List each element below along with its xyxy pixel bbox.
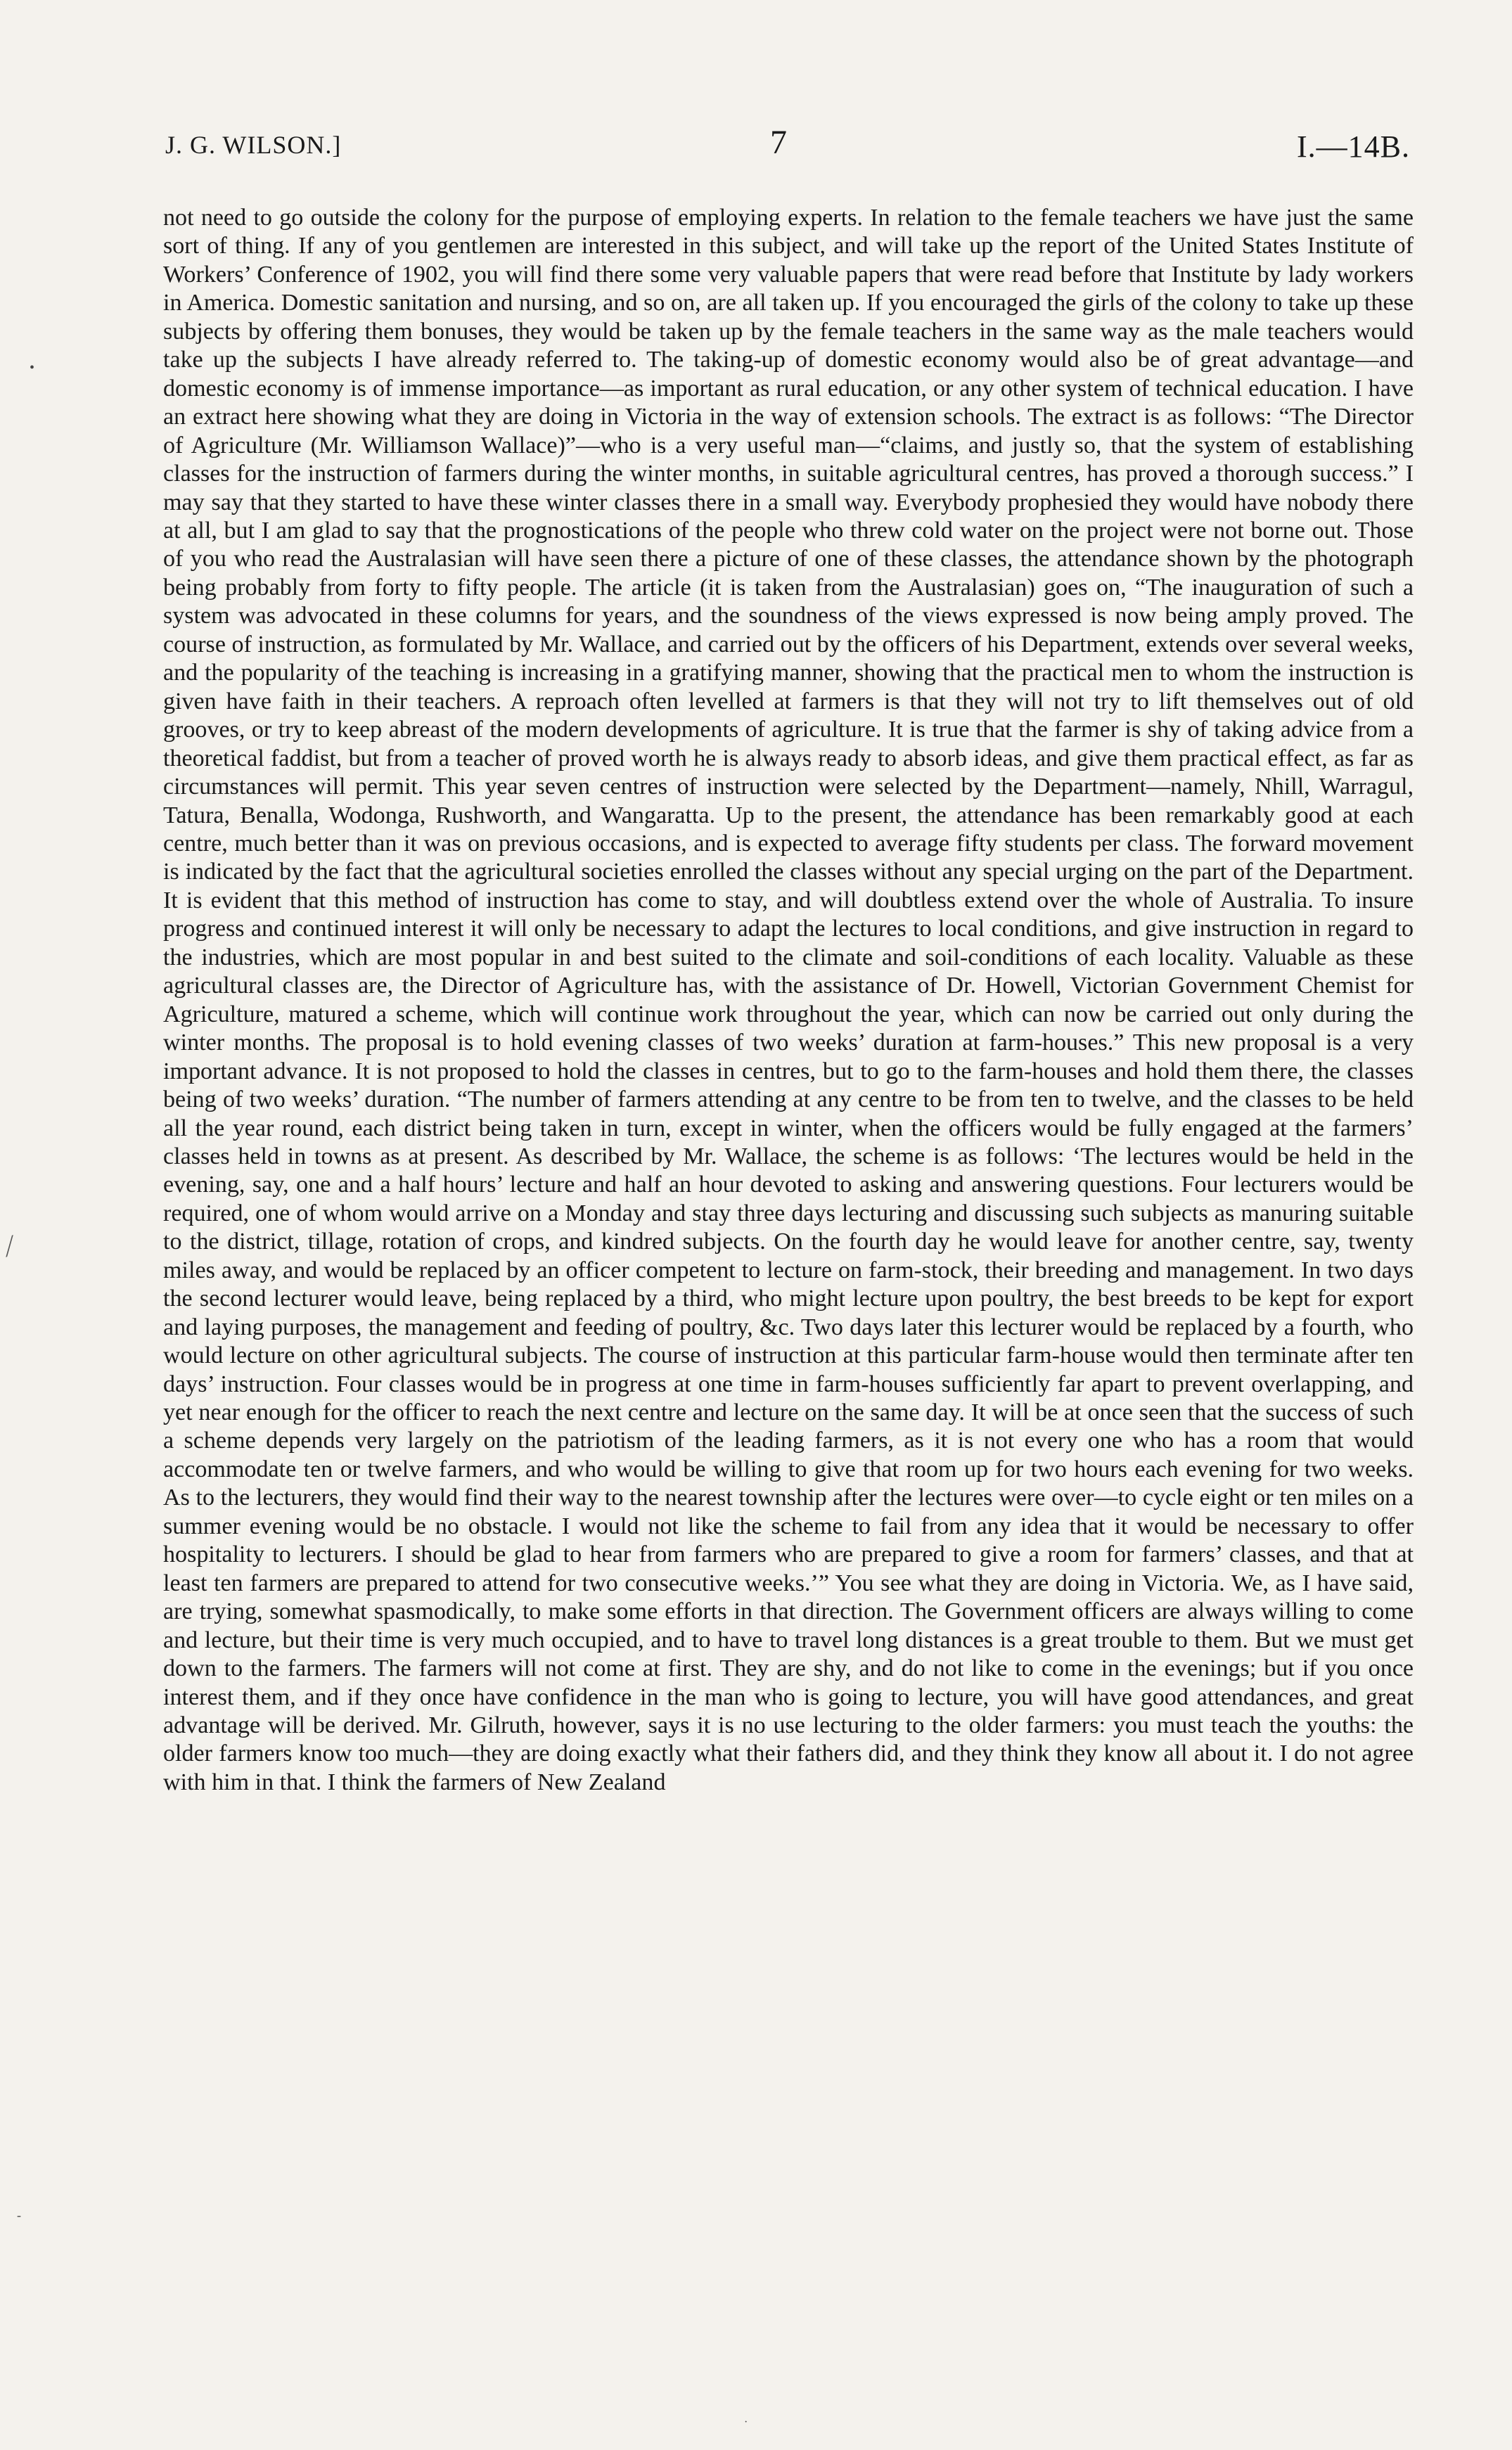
body-text — [163, 204, 1414, 1797]
document-reference: I.—14B. — [1297, 129, 1410, 164]
margin-small-mark: - — [17, 2208, 21, 2222]
body-paragraph: not need to go outside the colony for the purpose of employing experts. In relation to the female teachers we have just the same sort of thing. If any of you gentlemen are interested in this subject, and will take up the report of the United States Institute of Workers’ Conference of 1902, you will find there some very valuable papers that were read before that Institute by lady workers in America. Domestic sanitation and nursing, and so on, are all taken up. If you encouraged the girls of the colony to take up these subjects by offering them bonuses, they would be taken up by the female teachers in the same way as the male teachers would take up the subjects I have already referred to. The taking-up of domestic economy would also be of great advantage—and domestic economy is of immense importance—as important as rural education, or any other system of technical education. I have an extract here showing what they are doing in Victoria in the way of extension schools. The extract is as follows: “The Director of Agriculture (Mr. Williamson Wallace)”—who is a very useful man—“claims, and justly so, that the system of establishing classes for the instruction of farmers during the winter months, in suitable agricultural centres, has proved a thorough success.” I may say that they started to have these winter classes there in a small way. Everybody prophesied they would have nobody there at all, but I am glad to say that the prognostications of the people who threw cold water on the project were not borne out. Those of you who read the Australasian will have seen there a picture of one of these classes, the attendance shown by the photograph being probably from forty to fifty people. The article (it is taken from the Australasian) goes on, “The inauguration of such a system was advocated in these columns for years, and the soundness of the views expressed is now being amply proved. The course of instruction, as formulated by Mr. Wallace, and carried out by the officers of his Department, extends over several weeks, and the popularity of the teaching is increasing in a gratifying manner, showing that the practical men to whom the instruction is given have faith in their teachers. A reproach often levelled at farmers is that they will not try to lift themselves out of old grooves, or try to keep abreast of the modern developments of agriculture. It is true that the farmer is shy of taking advice from a theoretical faddist, but from a teacher of proved worth he is always ready to absorb ideas, and give them practical effect, as far as circumstances will permit. This year seven centres of instruction were selected by the Department—namely, Nhill, Warragul, Tatura, Benalla, Wodonga, Rushworth, and Wangaratta. Up to the present, the attendance has been remarkably good at each centre, much better than it was on previous occasions, and is expected to average fifty students per class. The forward movement is indicated by the fact that the agricultural societies enrolled the classes without any special urging on the part of the Department. It is evident that this method of instruction has come to stay, and will doubtless extend over the whole of Australia. To insure progress and continued interest it will only be necessary to adapt the lectures to local conditions, and give instruction in regard to the industries, which are most popular in and best suited to the climate and soil-conditions of each locality. Valuable as these agricultural classes are, the Director of Agriculture has, with the assistance of Dr. Howell, Victorian Government Chemist for Agriculture, matured a scheme, which will continue work throughout the year, which can now be carried out only during the winter months. The proposal is to hold evening classes of two weeks’ duration at farm-houses.” This new proposal is a very important advance. It is not proposed to hold the classes in centres, but to go to the farm-houses and hold them there, the classes being of two weeks’ duration. “The number of farmers attending at any centre to be from ten to twelve, and the classes to be held all the year round, each district being taken in turn, except in winter, when the officers would be fully engaged at the farmers’ classes held in towns as at present. As described by Mr. Wallace, the scheme is as follows: ‘The lectures would be held in the evening, say, one and a half hours’ lecture and half an hour devoted to asking and answering questions. Four lecturers would be required, one of whom would arrive on a Monday and stay three days lecturing and discussing such subjects as manuring suitable to the district, tillage, rotation of crops, and kindred subjects. On the fourth day he would leave for another centre, say, twenty miles away, and would be replaced by an officer competent to lecture on farm-stock, their breeding and management. In two days the second lecturer would leave, being replaced by a third, who might lecture upon poultry, the best breeds to be kept for export and laying purposes, the management and feeding of poultry, &c. Two days later this lecturer would be replaced by a fourth, who would lecture on other agricultural subjects. The course of instruction at this particular farm-house would then terminate after ten days’ instruction. Four classes would be in progress at one time in farm-houses sufficiently far apart to prevent overlapping, and yet near enough for the officer to reach the next centre and lecture on the same day. It will be at once seen that the success of such a scheme depends very largely on the patriotism of the leading farmers, as it is not every one who has a room that would accommodate ten or twelve farmers, and who would be willing to give that room up for two hours each evening for two weeks. As to the lecturers, they would find their way to the nearest township after the lectures were over—to cycle eight or ten miles on a summer evening would be no obstacle. I would not like the scheme to fail from any idea that it would be necessary to offer hospitality to lecturers. I should be glad to hear from farmers who are prepared to give a room for farmers’ classes, and that at least ten farmers are prepared to attend for two consecutive weeks.’” You see what they are doing in Victoria. We, as I have said, are trying, somewhat spasmodically, to make some efforts in that direction. The Government officers are always willing to come and lecture, but their time is very much occupied, and to have to travel long distances is a great trouble to them. But we must get down to the farmers. The farmers will not come at first. They are shy, and do not like to come in the evenings; but if you once interest them, and if they once have confidence in the man who is going to lecture, you will have good attendances, and great advantage will be derived. Mr. Gilruth, however, says it is no use lecturing to the older farmers: you must teach the youths: the older farmers know too much—they are doing exactly what their fathers did, and they think they know all about it. I do not agree with him in that. I think the farmers of New Zealand — [163, 205, 1414, 1795]
page-number: 7 — [770, 124, 788, 161]
header-author: J. G. WILSON.] — [165, 131, 342, 159]
margin-tick-mark: ⁄ — [1, 1230, 18, 1262]
bottom-speck-mark: · — [744, 2416, 748, 2428]
page-header — [165, 123, 1410, 172]
margin-dot-mark: • — [30, 360, 35, 376]
